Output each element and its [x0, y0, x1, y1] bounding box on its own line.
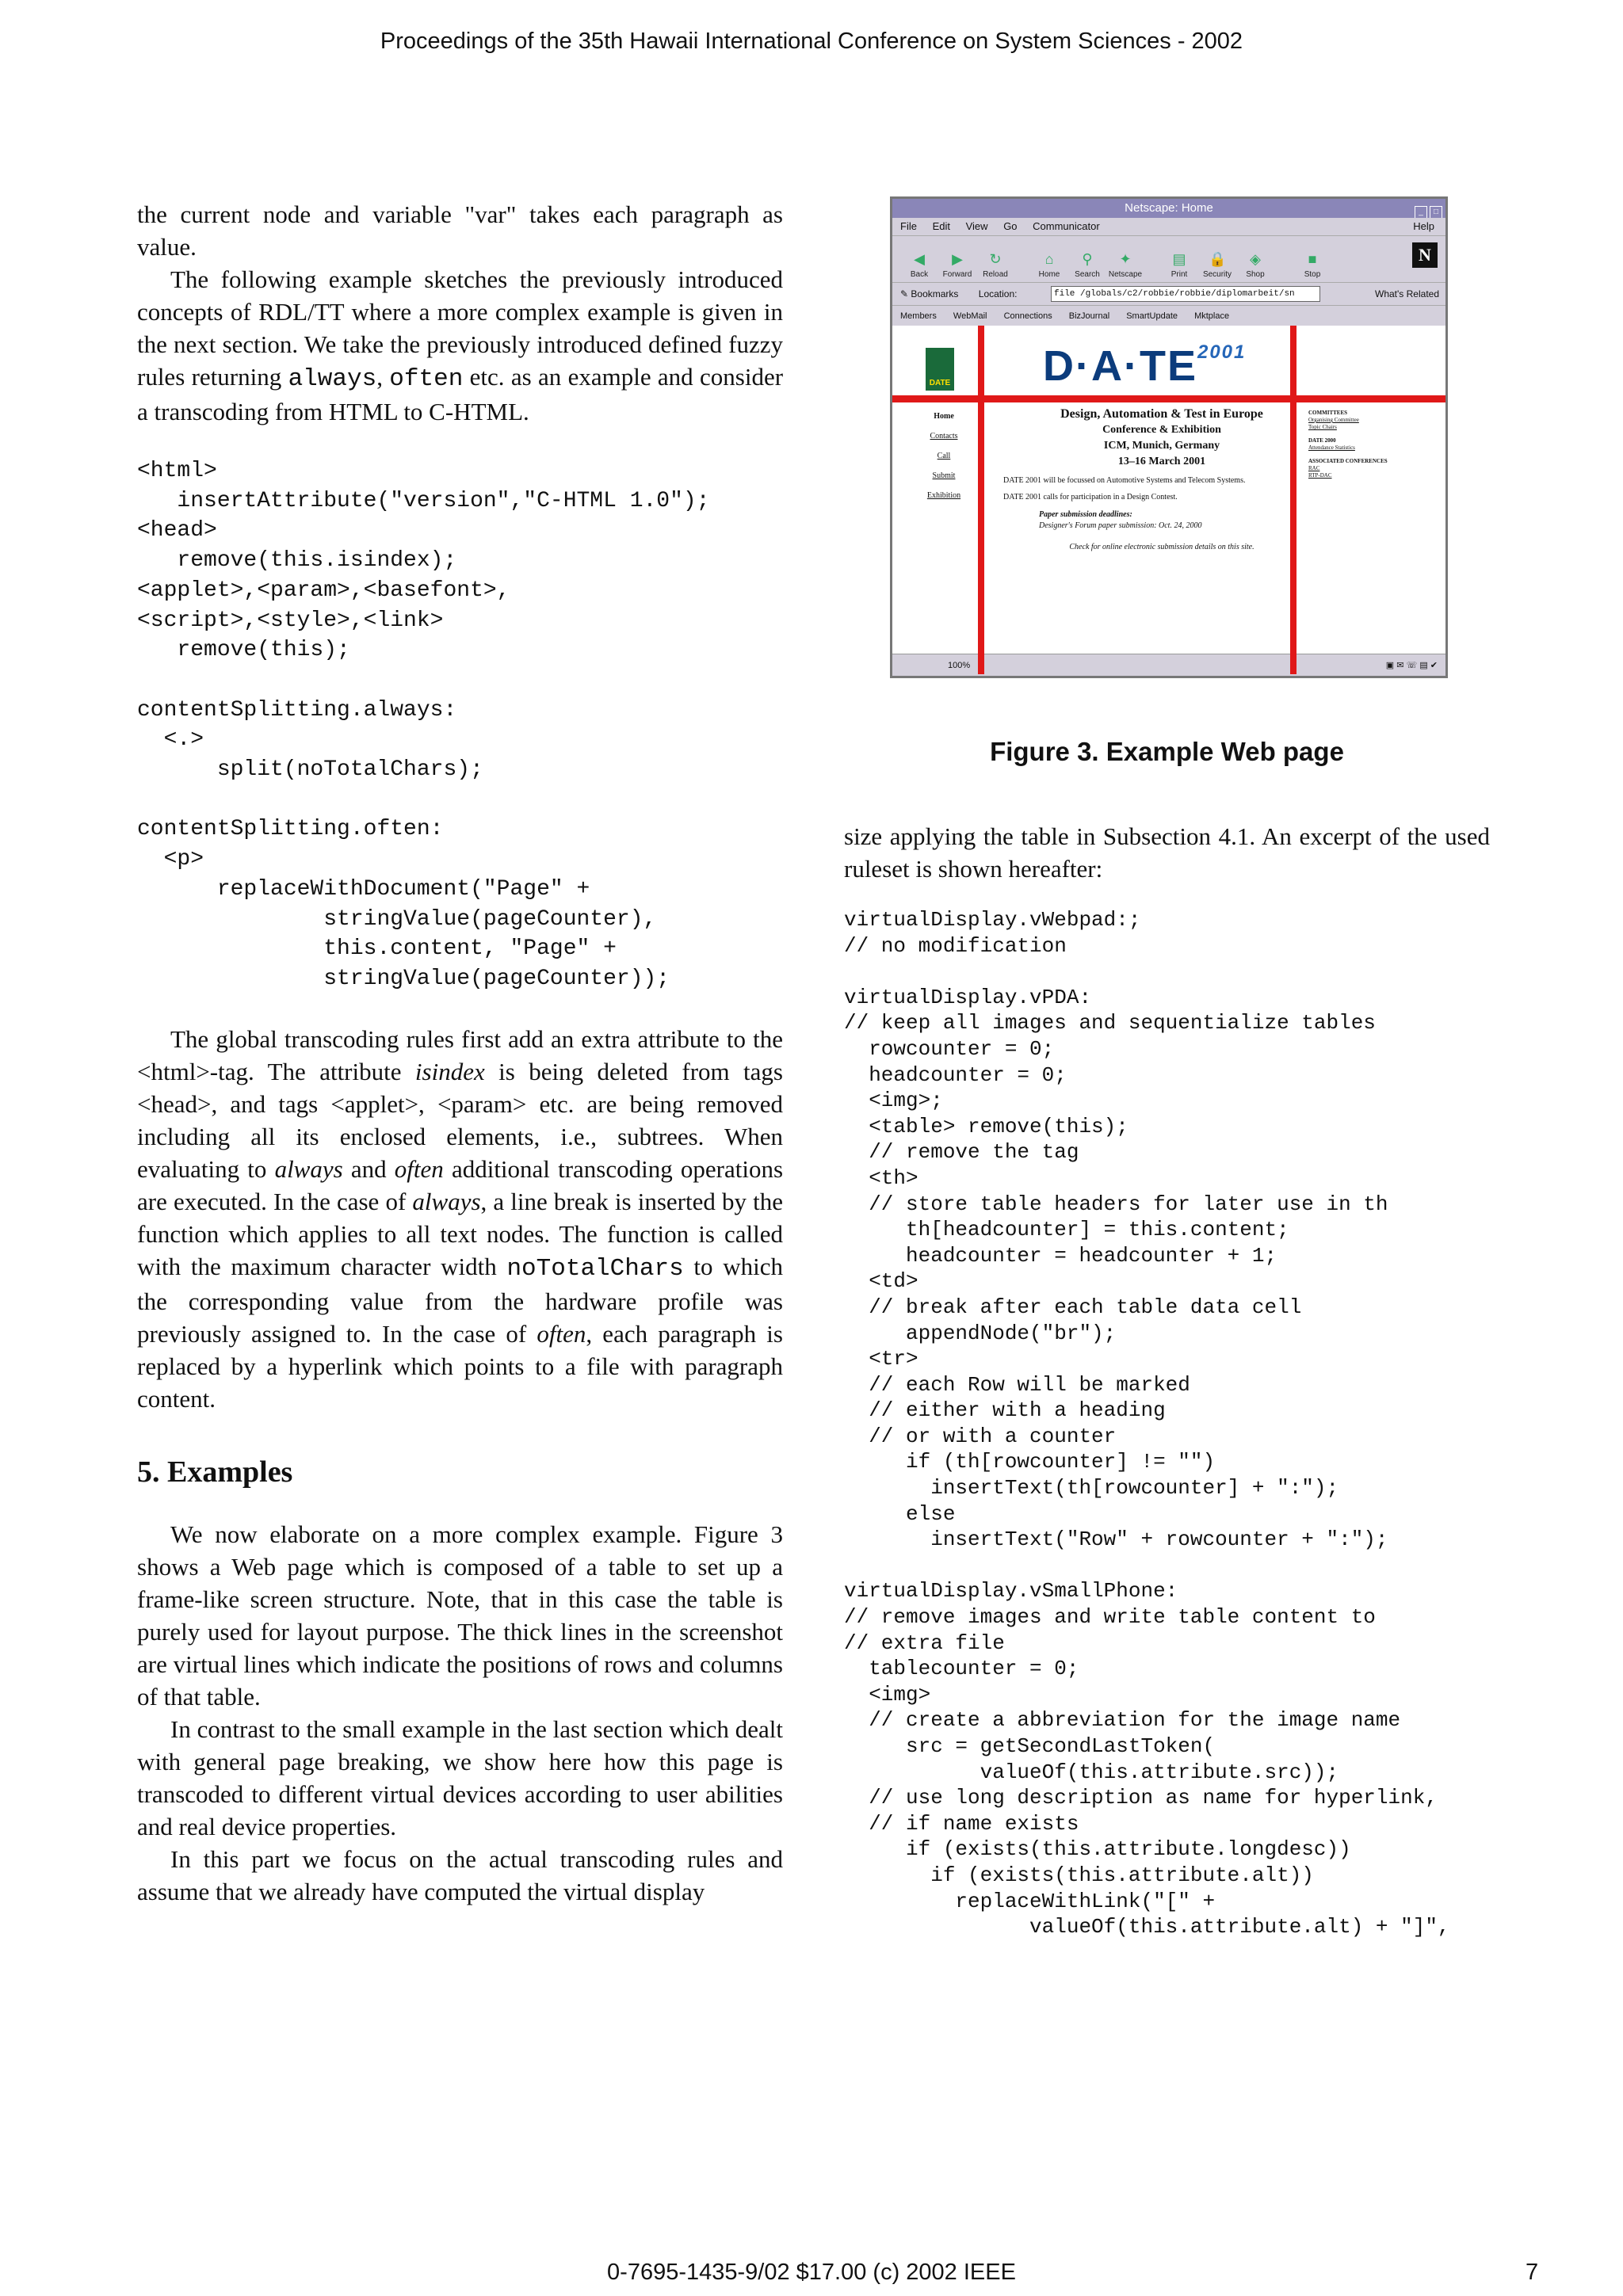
window-title: Netscape: Home: [1125, 201, 1213, 215]
link-mktplace[interactable]: Mktplace: [1194, 311, 1230, 321]
search-icon: ⚲: [1082, 251, 1093, 267]
inline-code-often: often: [389, 365, 464, 393]
personal-toolbar: [892, 305, 1445, 326]
toolbar-reload-button[interactable]: ↻ Reload: [983, 251, 1008, 279]
paragraph-contrast: In contrast to the small example in the last section which dealt with general page breaking, we show here how this page is transcoded to different virtual devices according to user abilities and real device properties.: [137, 1714, 783, 1840]
section-title: 5. Examples: [137, 1455, 293, 1489]
toolbar-stop-button[interactable]: ■ Stop: [1304, 251, 1321, 279]
location-bar: [892, 282, 1445, 305]
back-arrow-icon: ◀: [914, 251, 925, 267]
menu-help[interactable]: Help: [1413, 220, 1434, 232]
toolbar-forward-button[interactable]: ▶ Forward: [942, 251, 972, 279]
col-line-a: [978, 326, 984, 674]
bookmarks-button[interactable]: ✎ Bookmarks: [900, 288, 959, 299]
paragraph-focus: In this part we focus on the actual transcoding rules and assume that we already have computed the virtual display: [137, 1844, 783, 1905]
toolbar-security-button[interactable]: 🔒 Security: [1202, 251, 1232, 279]
location-input[interactable]: file /globals/c2/robbie/robbie/diplomarbeit/sn: [1051, 286, 1320, 302]
minimize-icon[interactable]: _: [1415, 206, 1427, 219]
conference-info: Design, Automation & Test in Europe Conference & Exhibition ICM, Munich, Germany 13–16 March 2001 DATE 2001 will be focussed on Automotive Systems and Telecom Systems. DATE 2001 calls for participation in a Design Contest. Paper submission deadlines: Designer's Forum paper submission: Oct. 24, 2000 Check for online electronic submission details on this site.: [1003, 407, 1263, 551]
committee-heading: DATE 2000: [1308, 437, 1336, 444]
paragraph-continued: the current node and variable "var" takes each paragraph as value.: [137, 200, 783, 261]
shop-icon: ◈: [1250, 251, 1261, 267]
nav-submit[interactable]: Submit: [932, 471, 956, 480]
left-column: [137, 198, 783, 1908]
toolbar-netscape-button[interactable]: ✦ Netscape: [1108, 251, 1143, 279]
netscape-logo-icon: N: [1412, 242, 1438, 268]
site-nav: [920, 406, 968, 505]
committee-link[interactable]: Topic Chairs: [1308, 424, 1337, 430]
toolbar-home-button[interactable]: ⌂ Home: [1038, 251, 1060, 279]
col-line-b: [1290, 326, 1296, 674]
committees-column: [1308, 403, 1435, 479]
window-titlebar: [892, 199, 1445, 218]
paragraph-virtual-display: size applying the table in Subsection 4.1. An excerpt of the used ruleset is shown hereafter:: [844, 822, 1490, 883]
menu-view[interactable]: View: [965, 220, 988, 232]
whats-related-button[interactable]: What's Related: [1375, 288, 1439, 299]
code-listing-html-rules: <html> insertAttribute("version","C-HTML 1.0"); <head> remove(this.isindex); <applet>,<param>,<basefont>, <script>,<style>,<link> remove(this); contentSplitting.always: <.> split(noTotalChars); contentSplitting.often: <p> replaceWithDocument("Page" + stringValue(pageCounter), this.content, "Page" + stringValue(pageCounter));: [137, 459, 710, 991]
status-bar: [892, 654, 1445, 677]
right-column: [844, 820, 1490, 1940]
link-members[interactable]: Members: [900, 311, 937, 321]
link-smartupdate[interactable]: SmartUpdate: [1126, 311, 1178, 321]
nav-exhibition[interactable]: Exhibition: [926, 491, 961, 500]
paragraph-intro-example: The following example sketches the previously introduced concepts of RDL/TT where a more complex example is given in the next section. We take the previously introduced defined fuzzy rules returning always, often etc. as an example and consider a transcoding from HTML to C-HTML.: [137, 265, 784, 425]
menu-communicator[interactable]: Communicator: [1033, 220, 1100, 232]
committee-heading: ASSOCIATED CONFERENCES: [1308, 458, 1388, 464]
lock-icon: 🔒: [1209, 251, 1227, 267]
zoom-level: 100%: [948, 661, 971, 670]
menu-file[interactable]: File: [900, 220, 917, 232]
figure-browser-screenshot: [890, 196, 1448, 678]
header-row-line: [892, 395, 1445, 402]
menu-go[interactable]: Go: [1003, 220, 1018, 232]
committee-heading: COMMITTEES: [1308, 410, 1348, 416]
forward-arrow-icon: ▶: [952, 251, 963, 267]
reload-icon: ↻: [989, 251, 1002, 267]
print-icon: ▤: [1172, 251, 1186, 267]
paragraph-examples-intro: We now elaborate on a more complex example. Figure 3 shows a Web page which is composed of a table to set up a frame-like screen structure. Note, that in this case the table is purely used for layout purpose. The thick lines in the screenshot are virtual lines which indicate the positions of rows and columns of that table.: [137, 1520, 783, 1711]
nav-contacts[interactable]: Contacts: [930, 432, 958, 441]
netscape-icon: ✦: [1119, 251, 1132, 267]
link-bizjournal[interactable]: BizJournal: [1068, 311, 1110, 321]
toolbar-print-button[interactable]: ▤ Print: [1170, 251, 1188, 279]
date-logo: $D\cdot A\cdot TE^{2001}$: [1043, 341, 1247, 390]
committee-link[interactable]: Attendance Statistics: [1308, 444, 1355, 451]
page-number: 7: [1526, 2260, 1539, 2285]
inline-code-always: always: [288, 365, 377, 393]
home-icon: ⌂: [1044, 251, 1054, 267]
nav-call[interactable]: Call: [937, 452, 951, 460]
toolbar-shop-button[interactable]: ◈ Shop: [1246, 251, 1265, 279]
committee-link[interactable]: RTP-DAC: [1308, 472, 1332, 479]
copyright-footer: 0-7695-1435-9/02 $17.00 (c) 2002 IEEE: [607, 2260, 1016, 2285]
inline-code-nototalchars: noTotalChars: [506, 1254, 684, 1283]
code-listing-virtual-displays: virtualDisplay.vWebpad:; // no modification virtualDisplay.vPDA: // keep all images and sequentialize tables rowcounter = 0; headcounter = 0; <img>; <table> remove(this); // remove the tag <th> // store table headers for later use in th th[headcounter] = this.content; headcounter = headcounter + 1; <td> // break after each table data cell appendNode("br"); <tr> // each Row will be marked // either with a heading // or with a counter if (th[rowcounter] != "") insertText(th[rowcounter] + ":"); else insertText("Row" + rowcounter + ":"); virtualDisplay.vSmallPhone: // remove images and write table content to // extra file tablecounter = 0; <img> // create a abbreviation for the image name src = getSecondLastToken( valueOf(this.attribute.src)); // use long description as name for hyperlink, // if name exists if (exists(this.attribute.longdesc)) if (exists(this.attribute.alt)) replaceWithLink("[" + valueOf(this.attribute.alt) + "]",: [844, 908, 1450, 1939]
maximize-icon[interactable]: □: [1430, 206, 1442, 219]
date-small-logo: DATE: [926, 348, 954, 391]
toolbar-search-button[interactable]: ⚲ Search: [1075, 251, 1100, 279]
link-connections[interactable]: Connections: [1003, 311, 1052, 321]
link-webmail[interactable]: WebMail: [953, 311, 987, 321]
committee-link[interactable]: Organising Committee: [1308, 417, 1359, 423]
web-page-content: [892, 326, 1445, 654]
nav-home[interactable]: Home: [934, 412, 954, 421]
menu-bar: [892, 218, 1445, 235]
status-icons: ▣ ✉ ☏ ▤ ✔: [1385, 661, 1438, 670]
navigation-toolbar: [892, 235, 1445, 282]
paragraph-global-rules: The global transcoding rules first add an extra attribute to the <html>-tag. The attribute isindex is being deleted from tags <head>, and tags <applet>, <param> etc. are being removed including all its enclosed elements, i.e., subtrees. When evaluating to always and often additional transcoding operations are executed. In the case of always, a line break is inserted by the function which applies to all text nodes. The function is called with the maximum character width noTotalChars to which the corresponding value from the hardware profile was previously assigned to. In the case of often, each paragraph is replaced by a hyperlink which points to a file with paragraph content.: [137, 1024, 784, 1413]
running-header: Proceedings of the 35th Hawaii International Conference on System Sciences - 2002: [380, 29, 1243, 54]
stop-icon: ■: [1308, 251, 1317, 267]
location-label: Location:: [978, 288, 1018, 299]
figure-caption: Figure 3. Example Web page: [990, 737, 1344, 766]
committee-link[interactable]: RAC: [1308, 465, 1320, 471]
toolbar-back-button[interactable]: ◀ Back: [910, 251, 929, 279]
menu-edit[interactable]: Edit: [932, 220, 950, 232]
